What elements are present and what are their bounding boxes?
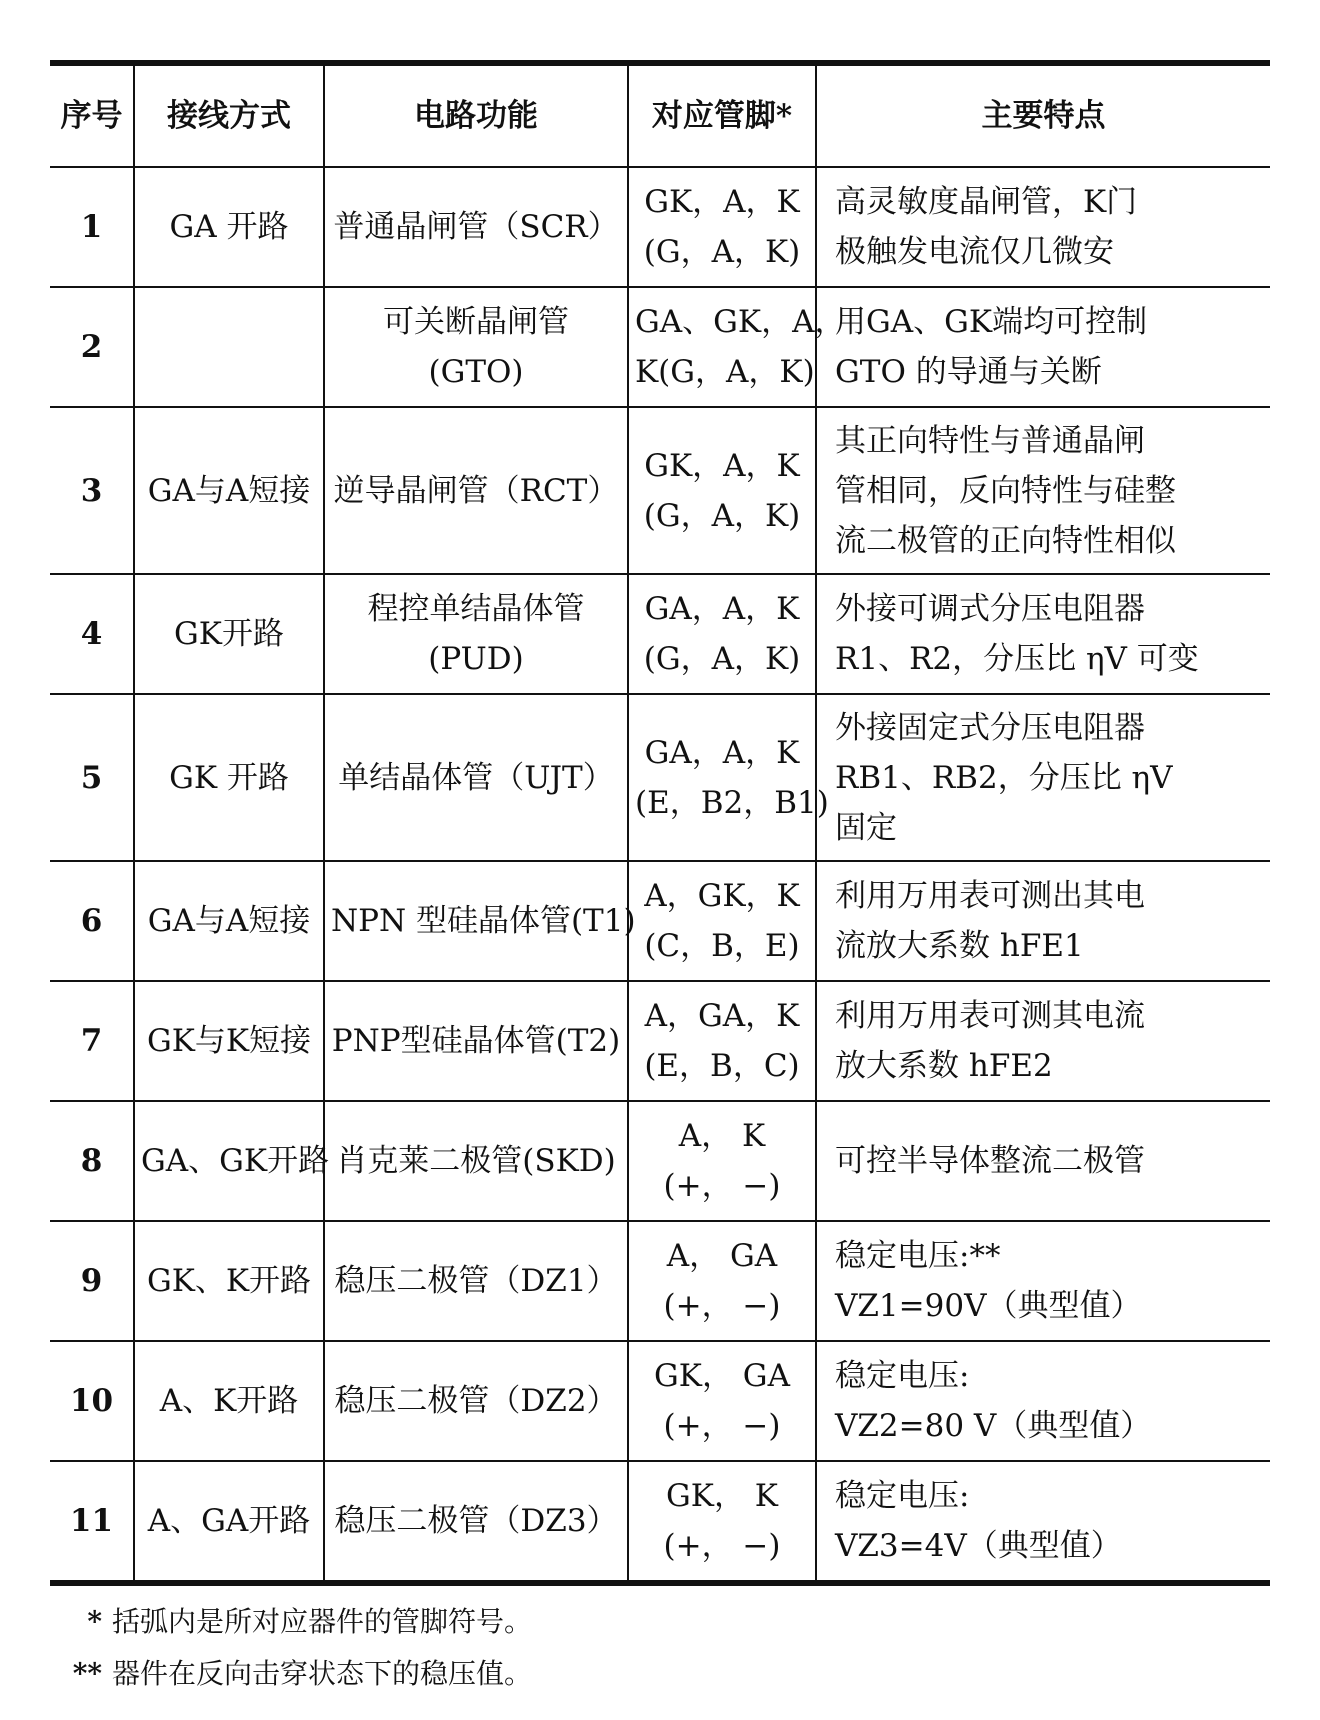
features-cell-line: 可控半导体整流二极管 [835,1143,1145,1179]
row-index: 6 [50,861,134,981]
features-cell [816,981,1270,1101]
function-cell-line: 肖克莱二极管(SKD) [336,1143,616,1179]
table-row [50,981,1270,1101]
function-cell [324,407,628,574]
wiring-cell [134,861,324,981]
pins-cell [628,1461,816,1583]
footnote-text: 括弧内是所对应器件的管脚符号。 [112,1605,533,1638]
pins-cell-line: GK， GA [654,1358,790,1394]
function-cell-line: NPN 型硅晶体管(T1) [331,903,636,939]
header-index: 序号 [50,63,134,167]
features-cell-line: 放大系数 hFE2 [835,1048,1053,1084]
wiring-cell-line: GA 开路 [169,209,289,245]
features-cell [816,574,1270,694]
features-cell-line: 用GA、GK端均可控制 [835,304,1148,340]
features-cell-line: R1、R2，分压比 ηV 可变 [835,641,1199,677]
pins-cell-line: A，GA，K [644,998,800,1034]
features-cell [816,1341,1270,1461]
features-cell-line: 流放大系数 hFE1 [835,928,1084,964]
footnote-mark: ** [72,1657,102,1690]
wiring-cell [134,981,324,1101]
function-cell-line: PNP型硅晶体管(T2) [331,1023,621,1059]
table-row [50,694,1270,861]
pins-cell-line: A，GK，K [644,878,800,914]
function-cell [324,981,628,1101]
header-function: 电路功能 [324,63,628,167]
function-cell-line: (PUD) [428,641,524,677]
features-cell-line: 稳定电压:** [835,1238,1001,1274]
pins-cell [628,981,816,1101]
wiring-cell-line: GA与A短接 [147,472,311,509]
pins-cell-line: GA、GK，A， [635,304,846,340]
pins-cell-line: GK， K [666,1478,778,1514]
table-row [50,574,1270,694]
features-cell-line: 固定 [835,809,897,846]
table-row [50,167,1270,287]
wiring-cell-line: GK、K开路 [146,1263,312,1299]
table-row [50,287,1270,407]
row-index: 4 [50,574,134,694]
pins-cell-line: (+， −) [663,1528,781,1564]
features-cell-line: 利用万用表可测出其电 [835,878,1145,914]
pins-cell [628,694,829,861]
row-index: 1 [50,167,134,287]
features-cell-line: GTO 的导通与关断 [835,354,1102,390]
pins-cell-line: (G，A，K) [643,497,801,534]
features-cell-line: RB1、RB2，分压比 ηV [835,759,1173,796]
row-index: 9 [50,1221,134,1341]
function-cell [324,1101,628,1221]
footnotes [50,1596,1270,1700]
table-row [50,1221,1270,1341]
function-cell-line: 程控单结晶体管 [367,591,585,627]
wiring-cell [134,407,324,574]
wiring-cell [134,287,324,407]
pins-cell-line: GA，A，K [644,734,800,771]
pins-cell [628,574,816,694]
pin-function-table [50,60,1270,1586]
pins-cell-line: (E，B，C) [644,1048,800,1084]
footnote [50,1596,1270,1648]
function-cell-line: 稳压二极管（DZ1） [334,1263,618,1299]
pins-cell-line: A， K [678,1118,766,1154]
table-body [50,167,1270,1583]
function-cell [324,167,628,287]
function-cell-line: 普通晶闸管（SCR） [333,209,619,245]
features-cell-line: 极触发电流仅几微安 [835,234,1114,270]
function-cell [324,1341,628,1461]
row-index: 8 [50,1101,134,1221]
pins-cell [628,1341,816,1461]
features-cell-line: 利用万用表可测其电流 [835,998,1145,1034]
pins-cell [628,287,846,407]
wiring-cell [134,694,324,861]
function-cell-line: (GTO) [428,354,524,390]
wiring-cell [134,1101,330,1221]
pins-cell [628,1221,816,1341]
pins-cell-line: (C，B，E) [644,928,800,964]
features-cell-line: 稳定电压: [835,1358,970,1394]
pins-cell [628,407,816,574]
features-cell-line: 其正向特性与普通晶闸 [835,422,1145,459]
table-row [50,1101,1270,1221]
table-row [50,861,1270,981]
features-cell [816,167,1270,287]
function-cell-line: 稳压二极管（DZ2） [334,1383,618,1419]
features-cell-line: VZ1=90V（典型值） [835,1288,1142,1324]
footnote [50,1648,1270,1700]
row-index: 11 [50,1461,134,1583]
function-cell [324,574,628,694]
row-index: 2 [50,287,134,407]
features-cell-line: 流二极管的正向特性相似 [835,522,1176,559]
wiring-cell-line: GK与K短接 [146,1023,312,1059]
pins-cell-line: (+， −) [663,1288,781,1324]
function-cell-line: 可关断晶闸管 [383,304,569,340]
features-cell [816,1461,1270,1583]
pins-cell-line: A， GA [666,1238,778,1274]
features-cell-line: VZ3=4V（典型值） [835,1528,1122,1564]
pins-cell [628,861,816,981]
row-index: 3 [50,407,134,574]
features-cell [816,287,1270,407]
footnote-mark: * [87,1605,102,1638]
wiring-cell [134,574,324,694]
function-cell-line: 逆导晶闸管（RCT） [333,472,619,509]
pins-cell-line: GK，A，K [644,184,800,220]
features-cell-line: 稳定电压: [835,1478,970,1514]
table-row [50,1341,1270,1461]
features-cell [816,861,1270,981]
function-cell-line: 稳压二极管（DZ3） [334,1503,618,1539]
wiring-cell-line: GA与A短接 [147,903,311,939]
pins-cell-line: (G，A，K) [643,234,801,270]
row-index: 5 [50,694,134,861]
pins-cell-line: (+， −) [663,1408,781,1444]
wiring-cell [134,1341,324,1461]
pins-cell-line: (E，B2，B1) [635,784,829,821]
pins-cell [628,167,816,287]
pins-cell-line: K(G，A，K) [635,354,815,390]
wiring-cell [134,167,324,287]
pins-cell-line: (G，A，K) [643,641,801,677]
features-cell-line: 管相同，反向特性与硅整 [835,472,1176,509]
row-index: 7 [50,981,134,1101]
header-features: 主要特点 [816,63,1270,167]
function-cell-line: 单结晶体管（UJT） [338,759,614,796]
features-cell [816,407,1270,574]
features-cell-line: 外接可调式分压电阻器 [835,591,1145,627]
function-cell [324,694,628,861]
features-cell [816,1101,1270,1221]
wiring-cell-line: A、GA开路 [147,1503,311,1539]
pins-cell-line: (+， −) [663,1168,781,1204]
table-header-row [50,63,1270,167]
features-cell [816,694,1270,861]
wiring-cell-line: GA、GK开路 [141,1143,330,1179]
row-index: 10 [50,1341,134,1461]
function-cell [324,1461,628,1583]
features-cell-line: 外接固定式分压电阻器 [835,709,1145,746]
features-cell-line: VZ2=80 V（典型值） [835,1408,1152,1444]
table-row [50,407,1270,574]
wiring-cell-line: GK开路 [174,616,284,652]
wiring-cell-line: GK 开路 [169,759,289,796]
wiring-cell [134,1461,324,1583]
footnote-text: 器件在反向击穿状态下的稳压值。 [112,1657,533,1690]
function-cell [324,861,636,981]
pins-cell-line: GK，A，K [644,447,800,484]
function-cell [324,1221,628,1341]
header-wiring: 接线方式 [134,63,324,167]
wiring-cell [134,1221,324,1341]
table-row [50,1461,1270,1583]
features-cell [816,1221,1270,1341]
function-cell [324,287,628,407]
header-pins: 对应管脚* [628,63,816,167]
wiring-cell-line: A、K开路 [159,1383,299,1419]
document-page [50,60,1270,1700]
pins-cell [628,1101,816,1221]
features-cell-line: 高灵敏度晶闸管，K门 [835,184,1138,220]
pins-cell-line: GA，A，K [644,591,800,627]
